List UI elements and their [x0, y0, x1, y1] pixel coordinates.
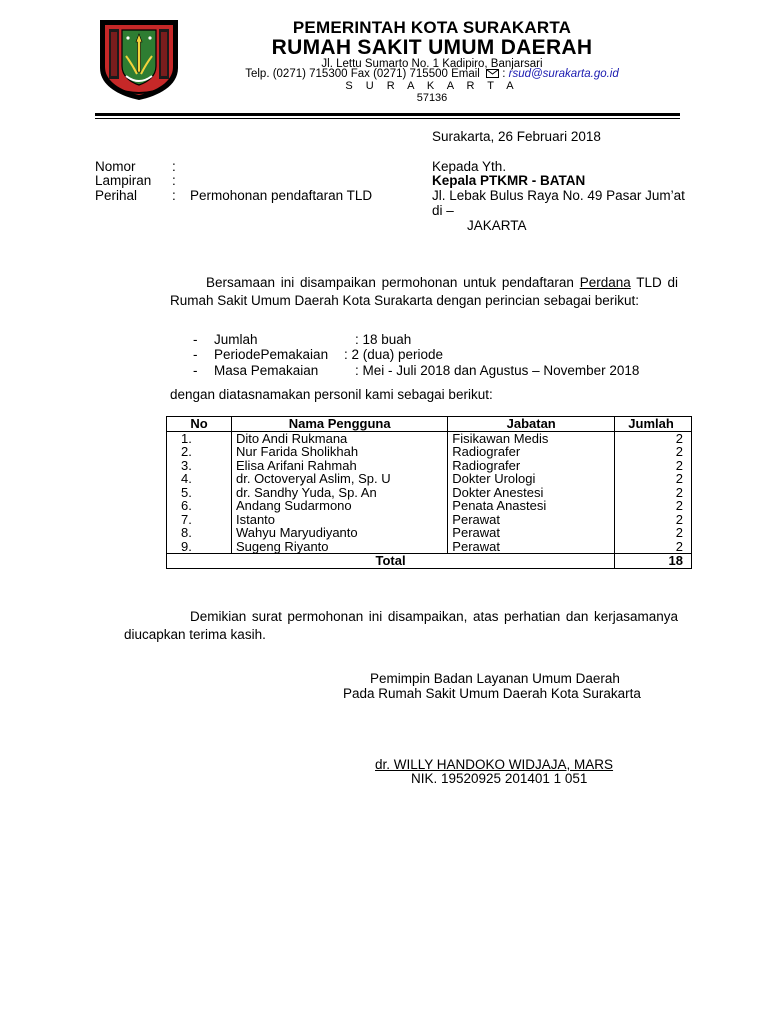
row-quantity: 2 — [615, 459, 692, 473]
table-row — [167, 486, 692, 500]
row-no: 3. — [167, 459, 232, 473]
row-quantity: 2 — [615, 526, 692, 540]
perihal-colon: : — [172, 188, 176, 203]
row-quantity: 2 — [615, 445, 692, 459]
table-row — [167, 513, 692, 527]
row-no: 1. — [167, 431, 232, 445]
row-name: dr. Sandhy Yuda, Sp. An — [232, 486, 448, 500]
nomor-colon: : — [172, 159, 176, 174]
intro-underlined: Perdana — [579, 275, 631, 290]
row-name: Elisa Arifani Rahmah — [232, 459, 448, 473]
postal-code: 57136 — [416, 92, 448, 104]
total-value: 18 — [615, 554, 692, 569]
row-name: Istanto — [232, 513, 448, 527]
signatory-name: dr. WILLY HANDOKO WIDJAJA, MARS — [375, 757, 614, 772]
recipient-di: di – — [432, 203, 454, 218]
recipient-address: Jl. Lebak Bulus Raya No. 49 Pasar Jum’at — [432, 188, 685, 203]
detail-label-jumlah: Jumlah — [214, 332, 258, 347]
recipient-salutation: Kepada Yth. — [432, 159, 507, 174]
row-position: Perawat — [448, 513, 615, 527]
total-label: Total — [167, 554, 615, 569]
lampiran-colon: : — [172, 173, 176, 188]
column-header-position: Jabatan — [448, 417, 615, 432]
row-no: 2. — [167, 445, 232, 459]
perihal-value: Permohonan pendaftaran TLD — [190, 188, 373, 203]
row-no: 9. — [167, 540, 232, 554]
row-no: 4. — [167, 472, 232, 486]
signatory-nik: NIK. 19520925 201401 1 051 — [411, 771, 588, 786]
table-row — [167, 459, 692, 473]
letter-date: Surakarta, 26 Februari 2018 — [432, 129, 601, 144]
closing-paragraph: Demikian surat permohonan ini disampaikan, atas perhatian dan kerjasamanya diucapkan terima kasih. — [124, 609, 678, 642]
column-header-no: No — [167, 417, 232, 432]
row-position: Radiografer — [448, 445, 615, 459]
government-name: PEMERINTAH KOTA SURAKARTA — [292, 18, 572, 37]
table-row — [167, 499, 692, 513]
table-row — [167, 445, 692, 459]
row-no: 6. — [167, 499, 232, 513]
signatory-title-2: Pada Rumah Sakit Umum Daerah Kota Surakarta — [343, 686, 641, 701]
row-name: Nur Farida Sholikhah — [232, 445, 448, 459]
detail-value-periode: : 2 (dua) periode — [344, 347, 444, 362]
detail-dash-3: - — [193, 363, 198, 378]
signatory-title-1: Pemimpin Badan Layanan Umum Daerah — [370, 671, 620, 686]
intro-text-2: TLD di Rumah Sakit Umum Daerah Kota Surakarta dengan perincian sebagai berikut: — [170, 275, 678, 308]
table-row — [167, 526, 692, 540]
personnel-intro: dengan diatasnamakan personil kami sebagai berikut: — [170, 387, 493, 402]
table-total-row — [167, 554, 692, 569]
hospital-address: Jl. Lettu Sumarto No. 1 Kadipiro, Banjarsari — [321, 58, 543, 70]
row-quantity: 2 — [615, 431, 692, 445]
row-position: Dokter Anestesi — [448, 486, 615, 500]
hospital-city: S U R A K A R T A — [345, 80, 519, 92]
table-row — [167, 431, 692, 445]
detail-dash-1: - — [193, 332, 198, 347]
table-row — [167, 472, 692, 486]
row-name: Sugeng Riyanto — [232, 540, 448, 554]
detail-dash-2: - — [193, 347, 198, 362]
intro-text-1: Bersamaan ini disampaikan permohonan untuk pendaftaran — [206, 275, 580, 290]
detail-label-masa: Masa Pemakaian — [214, 363, 319, 378]
row-name: Andang Sudarmono — [232, 499, 448, 513]
recipient-name: Kepala PTKMR - BATAN — [432, 173, 586, 188]
row-quantity: 2 — [615, 540, 692, 554]
row-position: Penata Anastesi — [448, 499, 615, 513]
row-quantity: 2 — [615, 513, 692, 527]
row-quantity: 2 — [615, 472, 692, 486]
email-link[interactable]: rsud@surakarta.go.id — [508, 68, 619, 80]
row-name: Wahyu Maryudiyanto — [232, 526, 448, 540]
lampiran-label: Lampiran — [95, 173, 152, 188]
row-no: 8. — [167, 526, 232, 540]
row-position: Radiografer — [448, 459, 615, 473]
column-header-quantity: Jumlah — [615, 417, 692, 432]
row-name: Dito Andi Rukmana — [232, 431, 448, 445]
perihal-label: Perihal — [95, 188, 138, 203]
row-quantity: 2 — [615, 499, 692, 513]
row-no: 7. — [167, 513, 232, 527]
detail-value-masa: : Mei - Juli 2018 dan Agustus – November 2018 — [355, 363, 640, 378]
column-header-name: Nama Pengguna — [232, 417, 448, 432]
row-no: 5. — [167, 486, 232, 500]
email-separator: : — [499, 68, 509, 80]
nomor-label: Nomor — [95, 159, 136, 174]
detail-label-periode: PeriodePemakaian — [214, 347, 329, 362]
recipient-city: JAKARTA — [467, 218, 527, 233]
letterhead-divider-thin — [95, 118, 680, 119]
row-position: Dokter Urologi — [448, 472, 615, 486]
row-quantity: 2 — [615, 486, 692, 500]
row-position: Fisikawan Medis — [448, 431, 615, 445]
row-position: Perawat — [448, 526, 615, 540]
row-position: Perawat — [448, 540, 615, 554]
intro-paragraph — [170, 274, 678, 309]
row-name: dr. Octoveryal Aslim, Sp. U — [232, 472, 448, 486]
table-header-row — [167, 417, 692, 432]
personnel-table — [166, 416, 692, 569]
letterhead-divider-thick — [95, 113, 680, 116]
detail-value-jumlah: : 18 buah — [355, 332, 412, 347]
hospital-name: RUMAH SAKIT UMUM DAERAH — [271, 36, 593, 59]
city-coat-of-arms-icon — [96, 16, 182, 102]
phone-fax: Telp. (0271) 715300 Fax (0271) 715500 Email — [245, 68, 480, 80]
table-row — [167, 540, 692, 554]
